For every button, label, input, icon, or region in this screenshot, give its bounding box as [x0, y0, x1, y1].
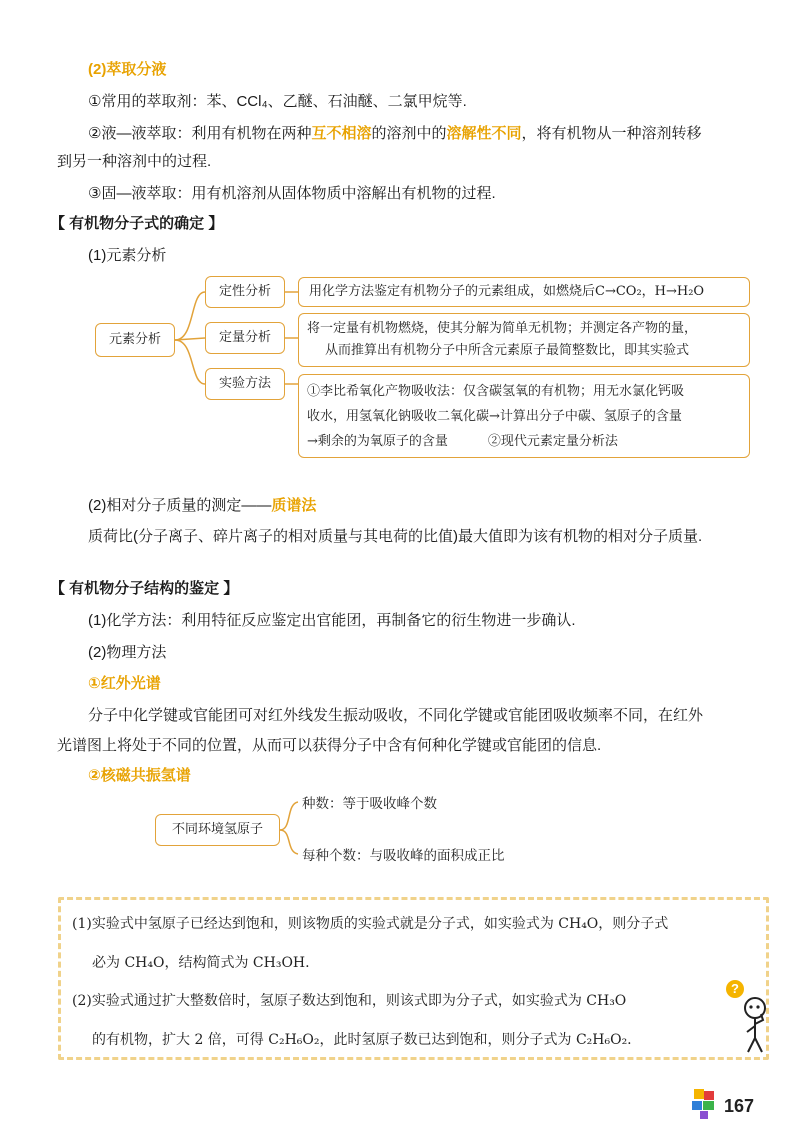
extraction-line3: ③固—液萃取：用有机溶剂从固体物质中溶解出有机物的过程.: [88, 185, 496, 202]
nmr-branch-count: 种数：等于吸收峰个数: [302, 796, 437, 812]
extraction-heading: (2)萃取分液: [88, 61, 167, 78]
qualitative-note: 用化学方法鉴定有机物分子的元素组成，如燃烧后C→CO₂，H→H₂O: [298, 277, 750, 307]
page-number: 167: [724, 1096, 755, 1116]
branch-experimental: 实验方法: [205, 368, 285, 400]
physical-method: (2)物理方法: [88, 644, 167, 661]
chemical-method: (1)化学方法：利用特征反应鉴定出官能团，再制备它的衍生物进一步确认.: [88, 612, 576, 629]
ir-heading: ①红外光谱: [88, 675, 161, 692]
question-badge: ?: [726, 980, 744, 998]
section-title-formula: 【 有机物分子式的确定 】: [50, 215, 224, 232]
section-title-structure: 【 有机物分子结构的鉴定 】: [50, 580, 239, 597]
highlight-mass-spec: 质谱法: [271, 497, 317, 514]
mindmap-root: 元素分析: [95, 323, 175, 357]
note-line2: 必为 CH₄O，结构简式为 CH₃OH.: [92, 955, 310, 971]
mass-spec-body: 质荷比(分子离子、碎片离子的相对质量与其电荷的比值)最大值即为该有机物的相对分子质量.: [88, 528, 703, 545]
highlight-immiscible: 互不相溶: [311, 125, 372, 142]
highlight-solubility: 溶解性不同: [446, 125, 522, 142]
note-line4: 的有机物，扩大 2 倍，可得 C₂H₆O₂，此时氢原子数已达到饱和，则分子式为 C₂H₆O₂.: [92, 1032, 632, 1048]
nmr-branch-area: 每种个数：与吸收峰的面积成正比: [302, 848, 505, 864]
note-line1: (1)实验式中氢原子已经达到饱和，则该物质的实验式就是分子式，如实验式为 CH₄O，则分子式: [72, 916, 669, 932]
ir-body1: 分子中化学键或官能团可对红外线发生振动吸收，不同化学键或官能团吸收频率不同，在红外: [88, 707, 704, 724]
extraction-line1: ①常用的萃取剂：苯、CCl₄、乙醚、石油醚、二氯甲烷等.: [88, 93, 467, 110]
note-line3: (2)实验式通过扩大整数倍时，氢原子数达到饱和，则该式即为分子式，如实验式为 CH₃O: [72, 993, 627, 1009]
nmr-heading: ②核磁共振氢谱: [88, 767, 191, 784]
experimental-note: ①李比希氧化产物吸收法：仅含碳氢氧的有机物；用无水氯化钙吸 收水，用氢氧化钠吸收二氧化碳→计算出分子中碳、氢原子的含量 →剩余的为氧原子的含量 ②现代元素定量分析法: [298, 374, 750, 458]
extraction-line2: ②液—液萃取：利用有机物在两种互不相溶的溶剂中的溶解性不同，将有机物从一种溶剂转移: [88, 125, 702, 142]
branch-quantitative: 定量分析: [205, 322, 285, 354]
thinking-figure-icon: [735, 994, 775, 1056]
mass-spec-heading: (2)相对分子质量的测定——质谱法: [88, 497, 317, 514]
branch-qualitative: 定性分析: [205, 276, 285, 308]
nmr-root: 不同环境氢原子: [155, 814, 280, 846]
extraction-line2-cont: 到另一种溶剂中的过程.: [57, 153, 212, 170]
publisher-logo-icon: [690, 1087, 718, 1121]
element-analysis-heading: (1)元素分析: [88, 247, 167, 264]
quantitative-note: 将一定量有机物燃烧，使其分解为简单无机物；并测定各产物的量， 从而推算出有机物分子中所含元素原子最简整数比，即其实验式: [298, 313, 750, 367]
ir-body2: 光谱图上将处于不同的位置，从而可以获得分子中含有何种化学键或官能团的信息.: [57, 737, 602, 754]
